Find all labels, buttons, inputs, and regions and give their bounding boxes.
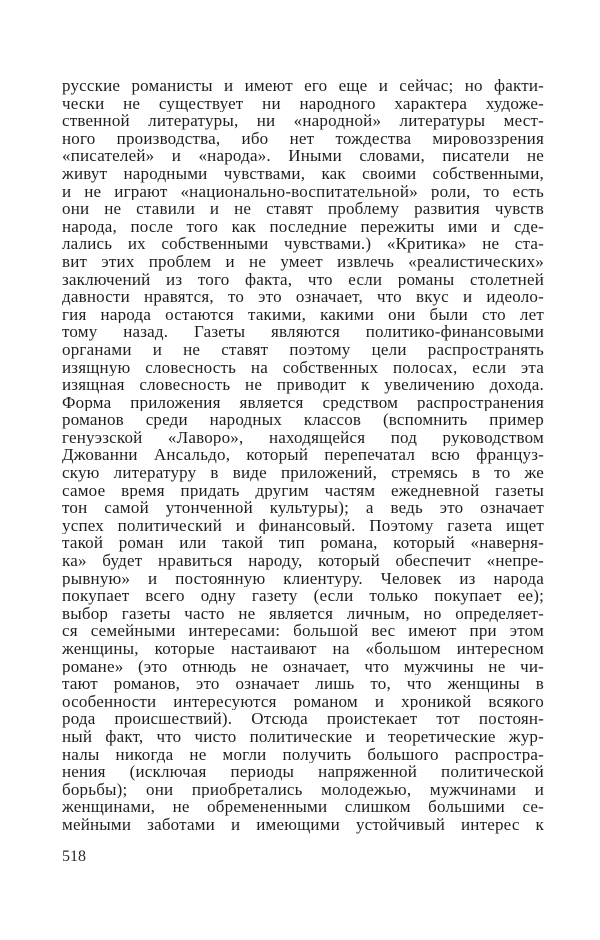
text-line: скую литературу в виде приложений, стремясь в то же: [62, 464, 544, 482]
text-line: рода происшествий). Отсюда проистекает тот постоян-: [62, 710, 544, 728]
text-line: ка» будет нравиться народу, который обеспечит «непре-: [62, 552, 544, 570]
text-line: тон самой утонченной культуры); а ведь это означает: [62, 499, 544, 517]
text-line: ственной литературы, ни «народной» литературы мест-: [62, 112, 544, 130]
text-line: заключений из того факта, что если романы столетней: [62, 270, 544, 289]
text-line: «писателей» и «народа». Иными словами, писатели не: [62, 147, 544, 165]
text-line: тают романов, это означает лишь то, что женщины в: [62, 675, 544, 693]
text-line: романе» (это отнюдь не означает, что мужчины не чи-: [62, 657, 544, 676]
text-line: чески не существует ни народного характера художе-: [62, 94, 544, 113]
text-line: вит этих проблем и не умеет извлечь «реалистических»: [62, 252, 544, 271]
text-line: мейными заботами и имеющими устойчивый интерес к: [62, 815, 544, 834]
text-line: женщины, которые настаивают на «большом интересном: [62, 640, 544, 658]
text-line: живут народными чувствами, как своими собственными,: [62, 164, 544, 183]
text-line: народа, после того как последние пережиты ими и сде-: [62, 217, 544, 236]
text-line: тому назад. Газеты являются политико-финансовыми: [62, 323, 544, 341]
text-line: ного производства, ибо нет тождества мировоззрения: [62, 129, 544, 148]
text-line: Форма приложения является средством распространения: [62, 393, 544, 412]
text-line: русские романисты и имеют его еще и сейчас; но факти-: [62, 77, 544, 95]
text-line: давности нравятся, то это означает, что вкус и идеоло-: [62, 288, 544, 306]
text-line: ный факт, что чисто политические и теоретические жур-: [62, 727, 544, 746]
text-line: органами и не ставят поэтому цели распространять: [62, 340, 544, 359]
text-line: самое время придать другим частям ежедневной газеты: [62, 481, 544, 500]
text-line: изящную словесность на собственных полосах, если эта: [62, 358, 544, 377]
page-text-body: [62, 77, 544, 834]
text-line: они не ставили и не ставят проблему развития чувств: [62, 200, 544, 218]
text-line: гия народа остаются такими, какими они были сто лет: [62, 305, 544, 324]
text-line: выбор газеты часто не является личным, но определяет-: [62, 604, 544, 623]
text-line: нения (исключая периоды напряженной политической: [62, 763, 544, 781]
text-line: такой роман или такой тип романа, который «наверня-: [62, 534, 544, 553]
page-number: 518: [62, 848, 86, 865]
text-line: изящная словесность не приводит к увеличению дохода.: [62, 376, 544, 394]
text-line: генуэзской «Лаворо», находящейся под руководством: [62, 428, 544, 447]
text-line: романов среди народных классов (вспомнить пример: [62, 411, 544, 429]
text-line: борьбы); они приобретались молодежью, мужчинами и: [62, 780, 544, 799]
text-line: налы никогда не могли получить большого распростра-: [62, 745, 544, 764]
text-line: женщинами, не обремененными слишком большими се-: [62, 798, 544, 816]
text-line: покупает всего одну газету (если только покупает ее);: [62, 587, 544, 605]
text-line: лались их собственными чувствами.) «Критика» не ста-: [62, 235, 544, 253]
text-line: рывную» и постоянную клиентуру. Человек из народа: [62, 569, 544, 588]
text-line: Джованни Ансальдо, который перепечатал всю француз-: [62, 446, 544, 465]
text-line: ся семейными интересами: большой вес имеют при этом: [62, 622, 544, 640]
text-line: особенности интересуются романом и хроникой всякого: [62, 692, 544, 711]
text-line: успех политический и финансовый. Поэтому газета ищет: [62, 516, 544, 535]
text-line: и не играют «национально-воспитательной» роли, то есть: [62, 182, 544, 201]
